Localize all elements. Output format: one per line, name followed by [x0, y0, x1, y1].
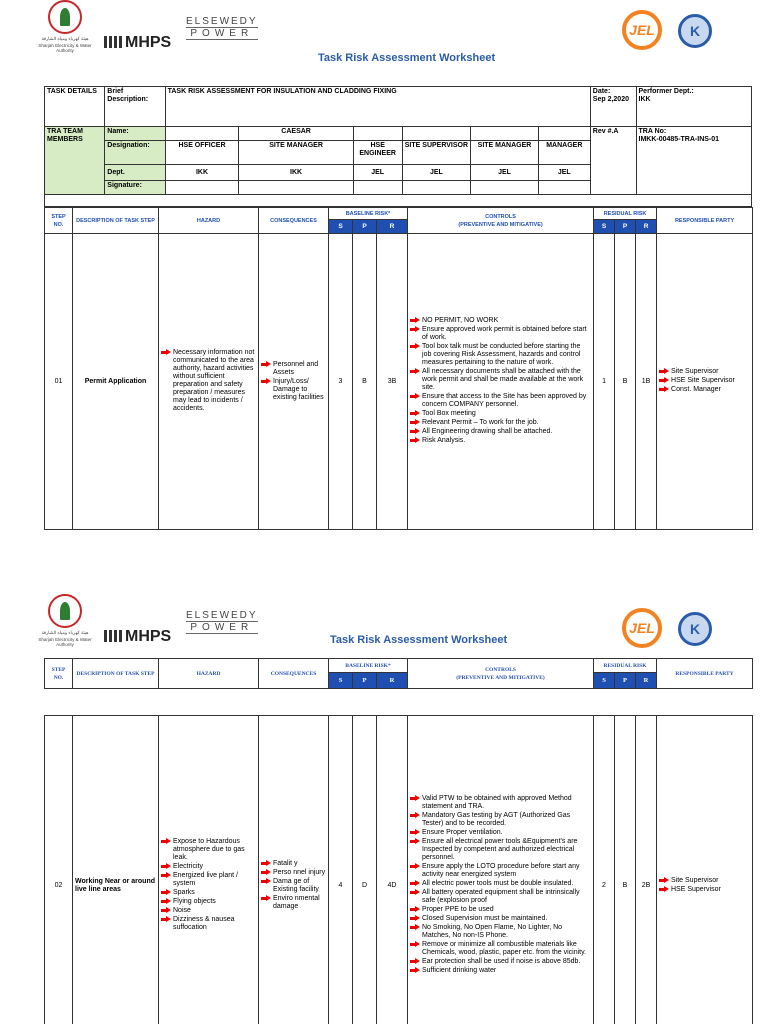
designation-4: SITE SUPERVISOR	[402, 141, 471, 165]
designation-1: HSE OFFICER	[165, 141, 239, 165]
dept-1: IKK	[165, 165, 239, 181]
sewa-logo: هيئة كهرباء ومياه الشارقة Sharjah Electricity & Water Authority	[30, 594, 100, 647]
brief-description-label: Brief Description:	[105, 87, 165, 127]
col-residual-risk: RESIDUAL RISK	[594, 208, 657, 220]
mhps-logo: MHPS	[104, 34, 171, 52]
step-description: Working Near or around live line areas	[73, 716, 159, 1024]
col-baseline-risk: BASELINE RISK*	[329, 208, 408, 220]
baseline-r: 4D	[377, 716, 408, 1024]
col-controls: CONTROLS (PREVENTIVE AND MITIGATIVE)	[408, 659, 594, 689]
dept-4: JEL	[402, 165, 471, 181]
col-step: STEP NO.	[45, 659, 73, 689]
baseline-p: B	[353, 234, 377, 530]
col-controls: CONTROLS (PREVENTIVE AND MITIGATIVE)	[408, 208, 594, 234]
residual-r: 2B	[636, 716, 657, 1024]
mhps-bars-icon	[104, 630, 122, 642]
designation-label: Designation:	[105, 141, 165, 165]
hazard-cell: Expose to Hazardous atmosphere due to gas leak. Electricity Energized live plant / system Sparks Flying objects Noise Dizziness & nausea suffocation	[159, 716, 259, 1024]
mhps-logo: MHPS	[104, 628, 171, 646]
residual-p: B	[615, 716, 636, 1024]
residual-s: 1	[594, 234, 615, 530]
controls-cell: Valid PTW to be obtained with approved Method statement and TRA. Mandatory Gas testing by AGT (Authorized Gas Tester) and to be recorded. Ensure Proper ventilation. Ensure all electrical power tools &Equipment's are Inspected by competent and authorized electrical personnel. Ensure apply the LOTO procedure before start any activity near energized system All electric power tools must be double insulated. All battery operated equipment shall be intrinsically safe (explosion proof Proper PPE to be used Closed Supervision must be maintained. No Smoking, No Open Flame, No Lighter, No Matches, No non-IS Phone. Remove or minimize all combustible materials like Chemicals, wood, plastic, paper etc. from the vicinity. Ear protection shall be used if noise is above 85db. Sufficient drinking water	[408, 716, 594, 1024]
sewa-emblem-icon	[48, 594, 82, 628]
date-cell: Date: Sep 2,2020	[590, 87, 636, 127]
controls-cell: NO PERMIT, NO WORK Ensure approved work permit is obtained before start of work. Tool box talk must be conducted before starting the job covering Risk Assessment, hazards and control measures pertaining to the nature of work. All necessary documents shall be attached with the work permit and shall be made available at the work site. Ensure that access to the Site has been approved by concern COMPANY personnel. Tool Box meeting Relevant Permit – To work for the job. All Engineering drawing shall be attached. Risk Analysis.	[408, 234, 594, 530]
k-logo-icon: K	[678, 612, 712, 646]
document-title: Task Risk Assessment Worksheet	[318, 52, 496, 64]
worksheet-page-2	[0, 594, 768, 974]
page-header	[0, 0, 768, 70]
col-residual-p: P	[615, 220, 636, 234]
dept-label: Dept.	[105, 165, 165, 181]
performer-value: IKK	[638, 96, 651, 103]
name-label: Name:	[105, 127, 165, 141]
performer-cell: Performer Dept.: IKK	[636, 87, 751, 127]
sewa-logo	[30, 0, 100, 53]
hazard-text: Necessary information not communicated to the area authority, hazard activities without sufficient preparation and safety preparation / measures may lead to incidents / accidents.	[161, 349, 256, 413]
dept-3: JEL	[353, 165, 402, 181]
col-residual-s: S	[594, 220, 615, 234]
col-hazard: HAZARD	[159, 208, 259, 234]
sewa-emblem-icon	[48, 0, 82, 34]
dept-2: IKK	[239, 165, 353, 181]
col-consequences: CONSEQUENCES	[259, 208, 329, 234]
signature-label: Signature:	[105, 181, 165, 195]
col-hazard: HAZARD	[159, 659, 259, 689]
designation-3: HSE ENGINEER	[353, 141, 402, 165]
name-value: CAESAR	[239, 127, 353, 141]
table-row	[45, 716, 753, 1024]
risk-table-page-2	[44, 715, 753, 1024]
col-consequences: CONSEQUENCES	[259, 659, 329, 689]
k-logo-icon: K	[678, 14, 712, 48]
risk-table-header-page-2: STEP NO. DESCRIPTION OF TASK STEP HAZARD CONSEQUENCES BASELINE RISK* CONTROLS (PREVENTIVE AND MITIGATIVE) RESIDUAL RISK RESPONSIBLE PARTY S P R S P R	[44, 658, 753, 689]
residual-s: 2	[594, 716, 615, 1024]
elsewedy-logo: ELSEWEDY POWER	[186, 16, 258, 39]
baseline-r: 3B	[377, 234, 408, 530]
residual-p: B	[615, 234, 636, 530]
brief-description-value: TASK RISK ASSESSMENT FOR INSULATION AND CLADDING FIXING	[165, 87, 590, 127]
col-responsible: RESPONSIBLE PARTY	[657, 659, 753, 689]
residual-r: 1B	[636, 234, 657, 530]
col-description: DESCRIPTION OF TASK STEP	[73, 659, 159, 689]
tra-no-value: IMKK-00485-TRA-INS-01	[638, 136, 720, 143]
col-baseline-risk: BASELINE RISK*	[329, 659, 408, 673]
risk-table-page-1	[44, 207, 753, 530]
col-responsible: RESPONSIBLE PARTY	[657, 208, 753, 234]
date-value: Sep 2,2020	[592, 96, 629, 103]
designation-2: SITE MANAGER	[239, 141, 353, 165]
responsible-cell: Site Supervisor HSE Supervisor	[657, 716, 753, 1024]
responsible-cell: Site Supervisor HSE Site Supervisor Const. Manager	[657, 234, 753, 530]
risk-section-page-2	[44, 658, 752, 1024]
sewa-arabic-name: هيئة كهرباء ومياه الشارقة	[41, 36, 89, 41]
designation-5: SITE MANAGER	[471, 141, 539, 165]
col-residual-risk: RESIDUAL RISK	[594, 659, 657, 673]
dept-6: JEL	[538, 165, 590, 181]
col-baseline-s: S	[329, 220, 353, 234]
hazard-cell	[159, 234, 259, 530]
task-details-table	[44, 86, 752, 207]
tra-no-cell: TRA No: IMKK-00485-TRA-INS-01	[636, 127, 751, 195]
baseline-s: 3	[329, 234, 353, 530]
worksheet-page-1	[0, 0, 768, 444]
designation-6: MANAGER	[538, 141, 590, 165]
consequences-cell: Fatalit y Perso nnel injury Dama ge of Existing facility Enviro nmental damage	[259, 716, 329, 1024]
baseline-s: 4	[329, 716, 353, 1024]
consequences-cell: Personnel and Assets Injury/Loss/ Damage to existing facilities	[259, 234, 329, 530]
sewa-english-name: Sharjah Electricity & Water Authority	[38, 43, 92, 53]
task-details-section	[44, 86, 752, 530]
dept-5: JEL	[471, 165, 539, 181]
col-residual-r: R	[636, 220, 657, 234]
step-description: Permit Application	[73, 234, 159, 530]
step-number: 01	[45, 234, 73, 530]
document-title: Task Risk Assessment Worksheet	[330, 634, 508, 646]
mhps-bars-icon	[104, 36, 122, 48]
col-step: STEP NO.	[45, 208, 73, 234]
col-description: DESCRIPTION OF TASK STEP	[73, 208, 159, 234]
tra-team-label: TRA TEAM MEMBERS	[45, 127, 105, 195]
elsewedy-logo: ELSEWEDY POWER	[186, 610, 258, 633]
jel-logo: JEL	[622, 10, 662, 50]
page-header	[0, 594, 768, 664]
task-details-label: TASK DETAILS	[45, 87, 105, 127]
col-baseline-p: P	[353, 220, 377, 234]
step-number: 02	[45, 716, 73, 1024]
table-row	[45, 234, 753, 530]
jel-logo: JEL	[622, 608, 662, 648]
col-baseline-r: R	[377, 220, 408, 234]
revision-label: Rev #.A	[590, 127, 636, 195]
baseline-p: D	[353, 716, 377, 1024]
